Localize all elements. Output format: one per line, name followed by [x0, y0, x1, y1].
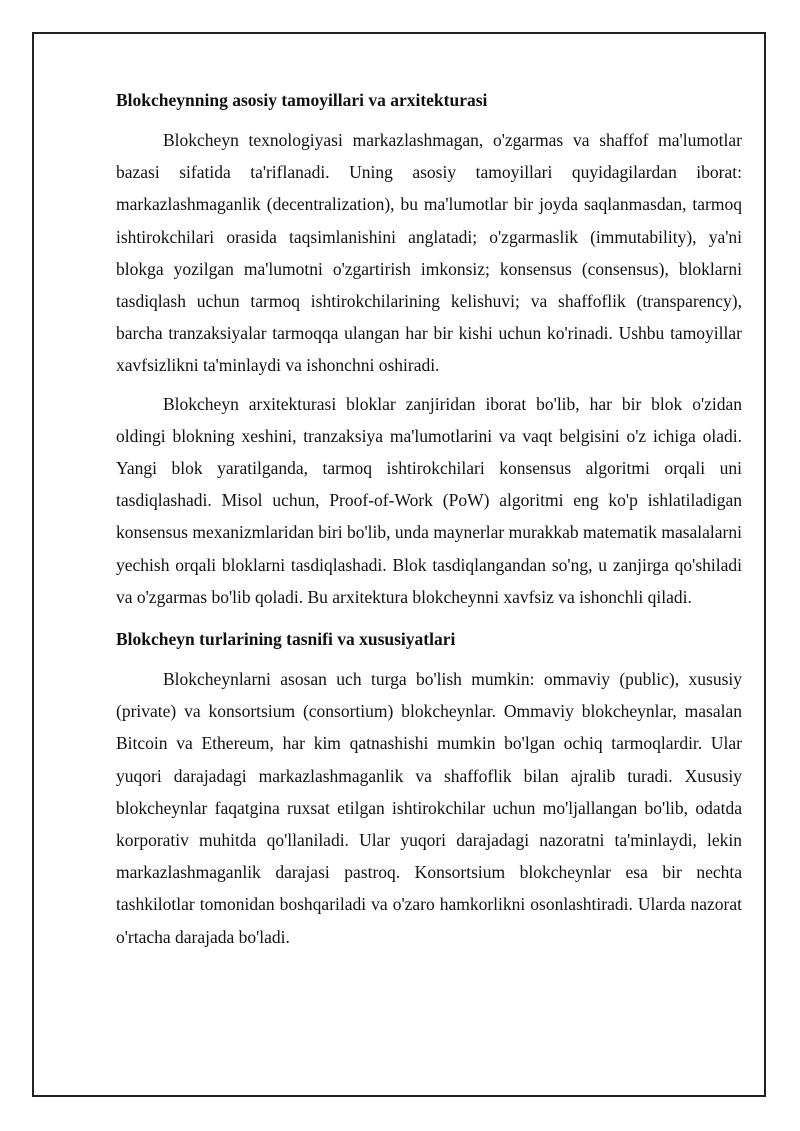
paragraph-architecture: Blokcheyn arxitekturasi bloklar zanjiridan iborat bo'lib, har bir blok o'zidan oldingi blokning xeshini, tranzaksiya ma'lumotlarini va vaqt belgisini o'z ichiga oladi. Yangi blok yaratilganda, tarmoq ishtirokchilari konsensus algoritmi orqali uni tasdiqlashadi. Misol uchun, Proof-of-Work (PoW) algoritmi eng ko'p ishlatiladigan konsensus mexanizmlaridan biri bo'lib, unda maynerlar murakkab matematik masalalarni yechish orqali bloklarni tasdiqlashadi. Blok tasdiqlangandan so'ng, u zanjirga qo'shiladi va o'zgarmas bo'lib qoladi. Bu arxitektura blokcheynni xavfsiz va ishonchli qiladi. [116, 393, 742, 607]
paragraph-types: Blokcheynlarni asosan uch turga bo'lish mumkin: ommaviy (public), xususiy (private) va konsortsium (consortium) blokcheynlar. Ommaviy blokcheynlar, masalan Bitcoin va Ethereum, har kim qatnashishi mumkin bo'lgan ochiq tarmoqlardir. Ular yuqori darajadagi markazlashmaganlik va shaffoflik bilan ajralib turadi. Xususiy blokcheynlar faqatgina ruxsat etilgan ishtirokchilar uchun mo'ljallangan bo'lib, odatda korporativ muhitda qo'llaniladi. Ular yuqori darajadagi nazoratni ta'minlaydi, lekin markazlashmaganlik darajasi pastroq. Konsortsium blokcheynlar esa bir nechta tashkilotlar tomonidan boshqariladi va o'zaro hamkorlikni osonlashtiradi. Ularda nazorat o'rtacha darajada bo'ladi. [116, 669, 742, 947]
paragraph-principles: Blokcheyn texnologiyasi markazlashmagan, o'zgarmas va shaffof ma'lumotlar bazasi sifatida ta'riflanadi. Uning asosiy tamoyillari quyidagilardan iborat: markazlashmaganlik (decentralization), bu ma'lumotlar bir joyda saqlanmasdan, tarmoq ishtirokchilari orasida taqsimlanishini anglatadi; o'zgarmaslik (immutability), ya'ni blokga yozilgan ma'lumotni o'zgartirish imkonsiz; konsensus (consensus), bloklarni tasdiqlash uchun tarmoq ishtirokchilarining kelishuvi; va shaffoflik (transparency), barcha tranzaksiyalar tarmoqqa ulangan har bir kishi uchun ko'rinadi. Ushbu tamoyillar xavfsizlikni ta'minlaydi va ishonchni oshiradi. [116, 130, 742, 376]
document-body [116, 84, 742, 959]
section-heading-principles: Blokcheynning asosiy tamoyillari va arxitekturasi [116, 90, 488, 110]
section-heading-types: Blokcheyn turlarining tasnifi va xususiyatlari [116, 629, 456, 650]
